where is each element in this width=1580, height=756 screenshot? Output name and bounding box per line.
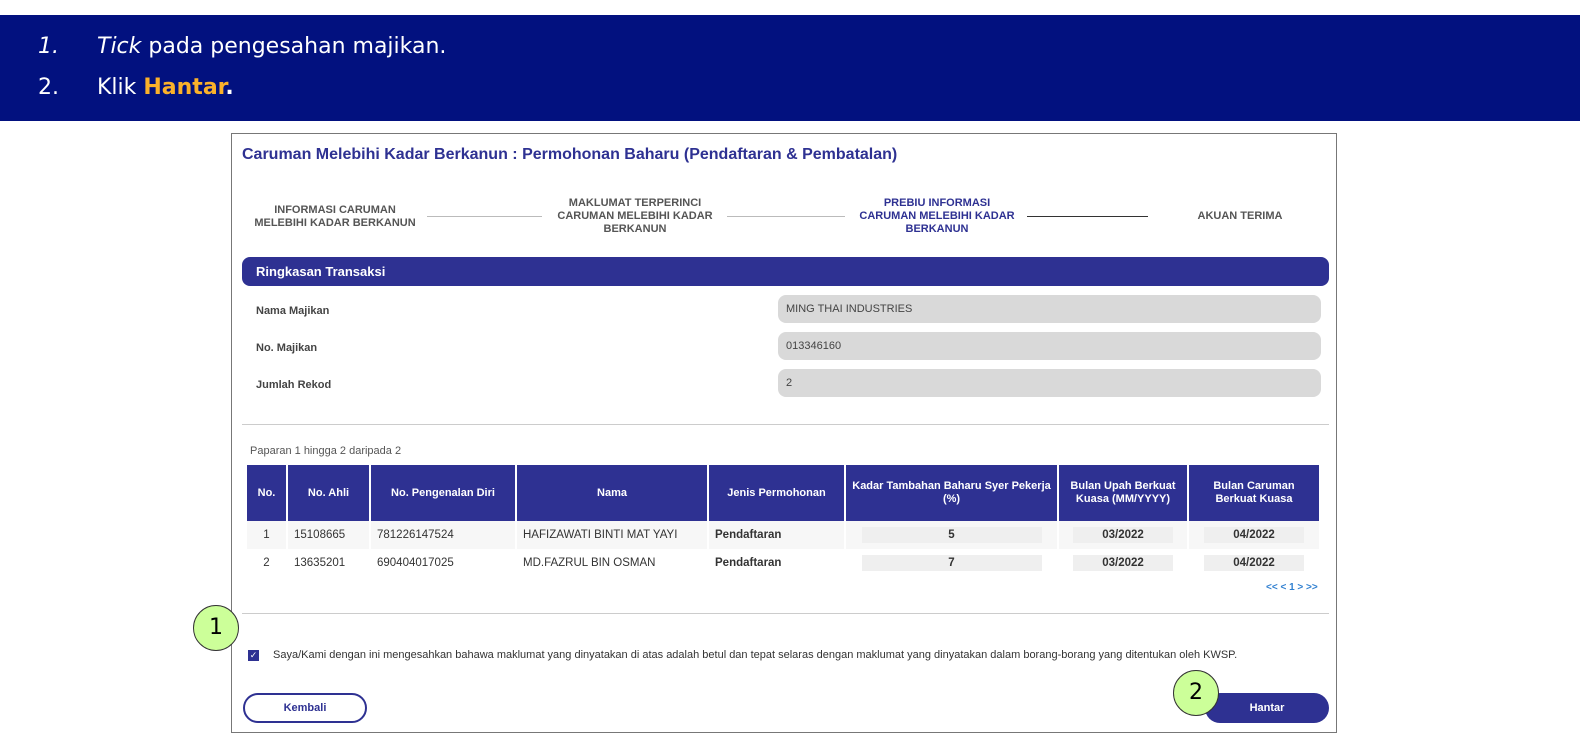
stepper-connector-1	[427, 216, 542, 217]
cell-name: MD.FAZRUL BIN OSMAN	[517, 549, 707, 577]
col-header-rate: Kadar Tambahan Baharu Syer Pekerja (%)	[846, 465, 1057, 521]
cell-contribution-month-value: 04/2022	[1204, 555, 1304, 571]
cell-rate	[846, 521, 1057, 549]
cell-rate-value: 5	[862, 527, 1042, 543]
divider-bottom	[242, 613, 1329, 614]
cell-member-no: 15108665	[288, 521, 369, 549]
stepper-step-1-line-a: INFORMASI CARUMAN	[274, 204, 396, 216]
cell-member-no: 13635201	[288, 549, 369, 577]
callout-step-1: 1	[193, 605, 239, 651]
col-header-wage-month: Bulan Upah Berkuat Kuasa (MM/YYYY)	[1059, 465, 1187, 521]
cell-wage-month-value: 03/2022	[1073, 527, 1173, 543]
stepper-step-4	[1160, 210, 1320, 223]
stepper-step-3-line-a: PREBIU INFORMASI	[883, 197, 991, 209]
table-row	[247, 549, 1319, 577]
table-row	[247, 521, 1319, 549]
employer-name-label: Nama Majikan	[256, 305, 330, 317]
col-header-no: No.	[247, 465, 286, 521]
records-table	[245, 465, 1321, 577]
cell-contribution-month	[1189, 549, 1319, 577]
stepper-step-2	[546, 197, 724, 236]
cell-application-type: Pendaftaran	[709, 521, 844, 549]
cell-application-type: Pendaftaran	[709, 549, 844, 577]
record-count-value: 2	[778, 369, 1321, 397]
cell-id-no: 781226147524	[371, 521, 515, 549]
instruction-step-1-number: 1.	[38, 34, 59, 59]
instruction-step-2-number: 2.	[38, 75, 59, 100]
stepper-step-3	[848, 197, 1026, 236]
submit-button[interactable]: Hantar	[1205, 693, 1329, 723]
instruction-step-1-italic: Tick	[97, 34, 142, 59]
callout-step-2: 2	[1173, 670, 1219, 716]
instruction-banner	[0, 15, 1580, 121]
cell-wage-month-value: 03/2022	[1073, 555, 1173, 571]
record-count-label: Jumlah Rekod	[256, 379, 332, 391]
cell-no: 1	[247, 521, 286, 549]
cell-no: 2	[247, 549, 286, 577]
employer-name-value: MING THAI INDUSTRIES	[778, 295, 1321, 323]
cell-name: HAFIZAWATI BINTI MAT YAYI	[517, 521, 707, 549]
stepper-step-3-line-b: CARUMAN MELEBIHI KADAR	[859, 210, 1015, 222]
instruction-step-2-suffix: .	[225, 75, 234, 100]
instruction-step-1-text: pada pengesahan majikan.	[141, 34, 447, 59]
table-info: Paparan 1 hingga 2 daripada 2	[250, 445, 402, 457]
stepper-step-4-line-a: AKUAN TERIMA	[1197, 210, 1283, 222]
page-title: Caruman Melebihi Kadar Berkanun : Permohonan Baharu (Pendaftaran & Pembatalan)	[242, 146, 898, 163]
stepper-step-2-line-c: BERKANUN	[603, 223, 667, 235]
stepper-step-1-line-b: MELEBIHI KADAR BERKANUN	[254, 217, 416, 229]
instruction-step-1	[38, 32, 446, 62]
stepper-step-2-line-a: MAKLUMAT TERPERINCI	[568, 197, 702, 209]
col-header-contribution-month: Bulan Caruman Berkuat Kuasa	[1189, 465, 1319, 521]
cell-contribution-month	[1189, 521, 1319, 549]
cell-contribution-month-value: 04/2022	[1204, 527, 1304, 543]
instruction-step-2-highlight: Hantar	[143, 75, 226, 100]
stepper-step-2-line-b: CARUMAN MELEBIHI KADAR	[557, 210, 713, 222]
instruction-step-2-text: Klik	[97, 75, 144, 100]
col-header-name: Nama	[517, 465, 707, 521]
cell-rate	[846, 549, 1057, 577]
cell-wage-month	[1059, 549, 1187, 577]
table-header-row	[247, 465, 1319, 521]
col-header-application-type: Jenis Permohonan	[709, 465, 844, 521]
col-header-id-no: No. Pengenalan Diri	[371, 465, 515, 521]
stepper-connector-3	[1027, 216, 1148, 217]
back-button[interactable]: Kembali	[243, 693, 367, 723]
employer-number-label: No. Majikan	[256, 342, 318, 354]
summary-section-header: Ringkasan Transaksi	[242, 257, 1329, 286]
declaration-text: Saya/Kami dengan ini mengesahkan bahawa maklumat yang dinyatakan di atas adalah betul dan tepat selaras dengan maklumat yang dinyatakan dalam borang-borang yang ditentukan oleh KWSP.	[273, 649, 1238, 661]
col-header-member-no: No. Ahli	[288, 465, 369, 521]
cell-wage-month	[1059, 521, 1187, 549]
declaration-checkbox[interactable]: ✓	[249, 650, 258, 660]
table-pagination[interactable]: << < 1 > >>	[1266, 582, 1318, 593]
cell-rate-value: 7	[862, 555, 1042, 571]
stepper-step-3-line-c: BERKANUN	[905, 223, 969, 235]
divider-top	[242, 424, 1329, 425]
stepper-connector-2	[727, 216, 845, 217]
cell-id-no: 690404017025	[371, 549, 515, 577]
instruction-step-2	[38, 73, 234, 103]
employer-number-value: 013346160	[778, 332, 1321, 360]
stepper-step-1	[246, 204, 424, 230]
